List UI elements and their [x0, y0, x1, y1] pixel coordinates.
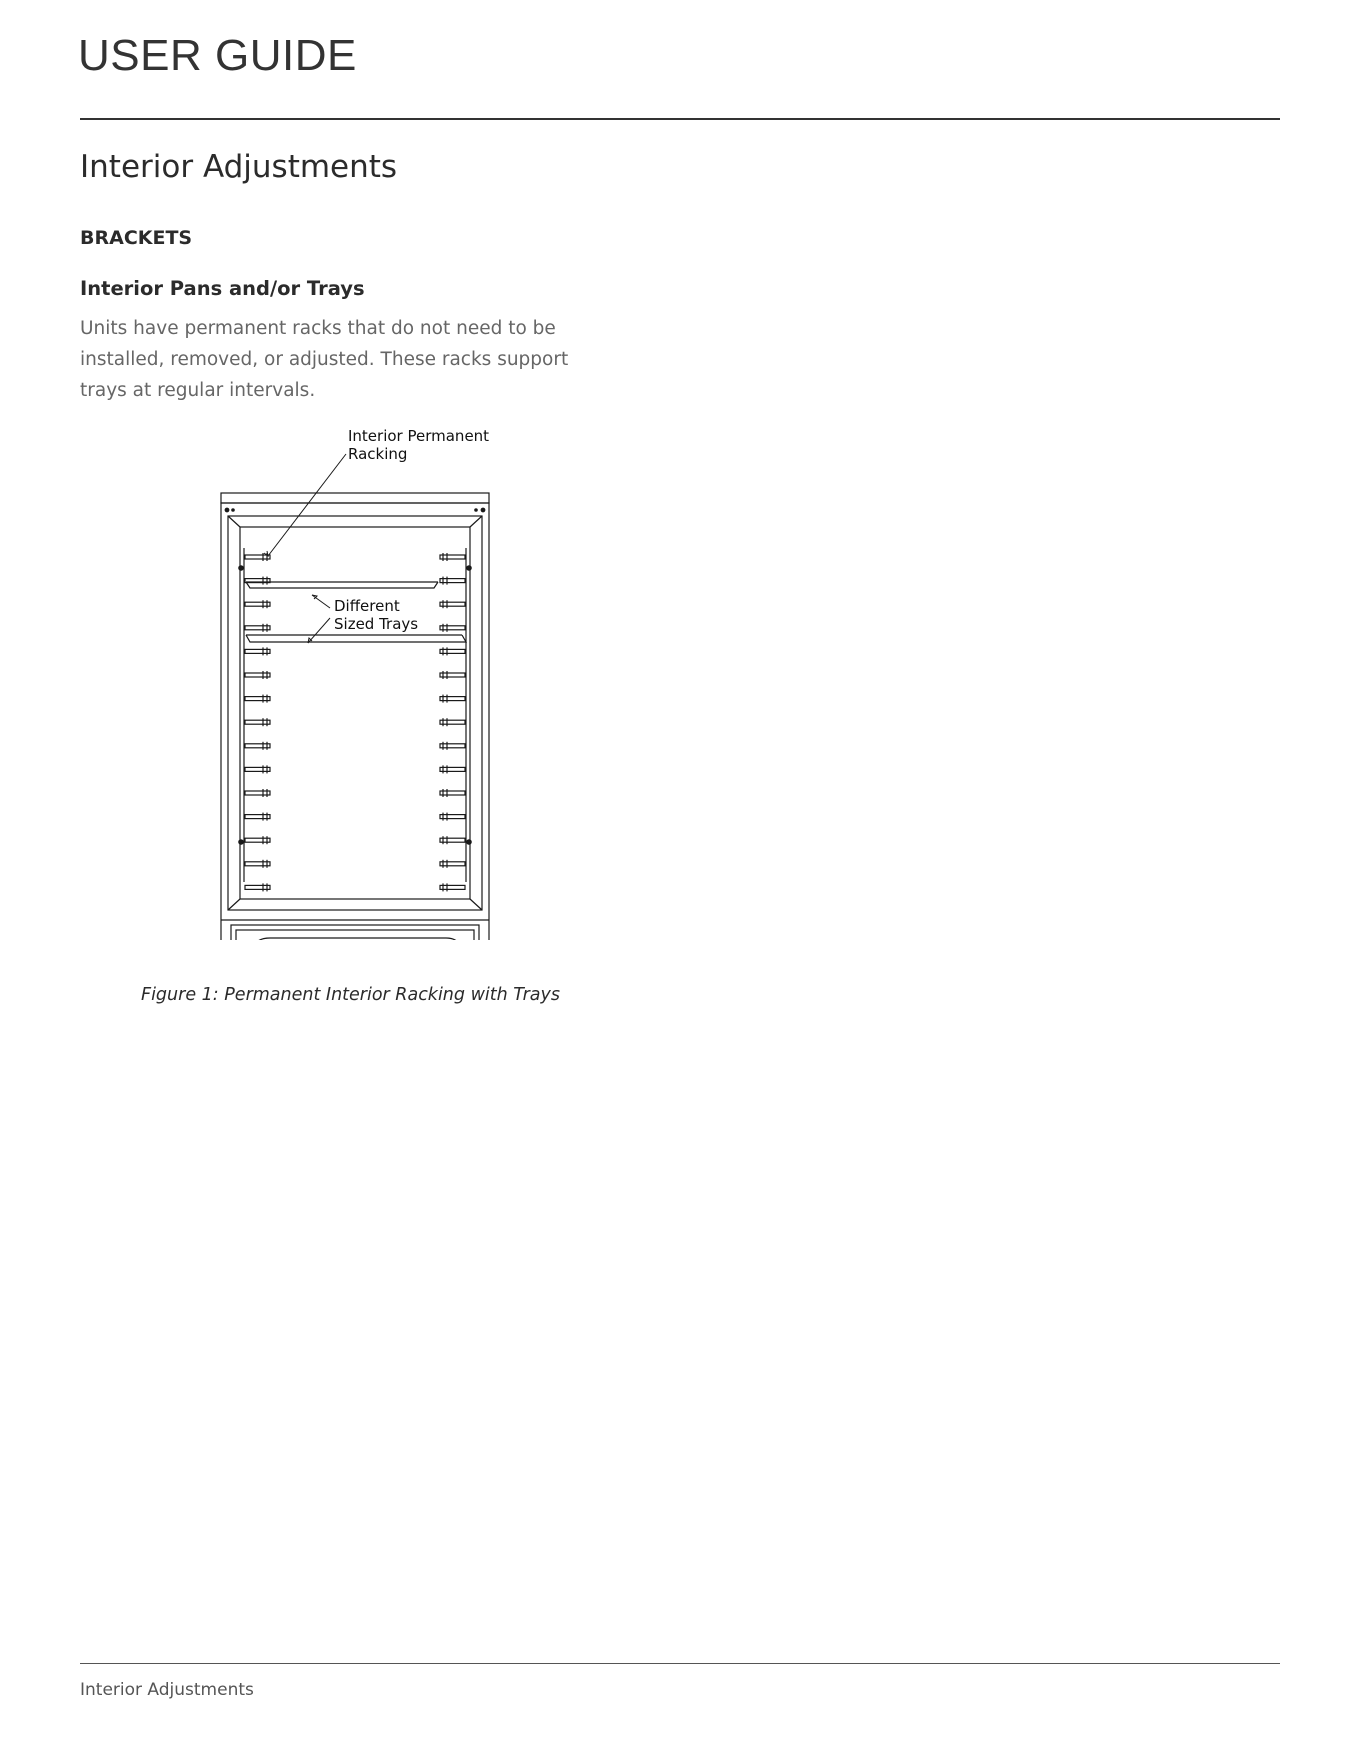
header-divider	[80, 118, 1280, 120]
racking-figure	[200, 420, 540, 940]
footer-text: Interior Adjustments	[80, 1680, 254, 1700]
brackets-heading: BRACKETS	[80, 227, 193, 249]
racking-diagram	[200, 420, 540, 940]
pans-trays-heading: Interior Pans and/or Trays	[80, 277, 365, 300]
callout-different-trays: Different Sized Trays	[334, 597, 419, 633]
callout-interior-racking: Interior Permanent Racking	[348, 427, 490, 463]
section-title: Interior Adjustments	[80, 149, 398, 185]
cabinet-frame	[221, 493, 489, 940]
body-paragraph: Units have permanent racks that do not need to be installed, removed, or adjusted. These racks support trays at regular intervals.	[80, 318, 569, 401]
header-title: USER GUIDE	[78, 31, 357, 80]
footer-divider	[80, 1663, 1280, 1664]
figure-caption: Figure 1: Permanent Interior Racking with Trays	[141, 985, 560, 1005]
